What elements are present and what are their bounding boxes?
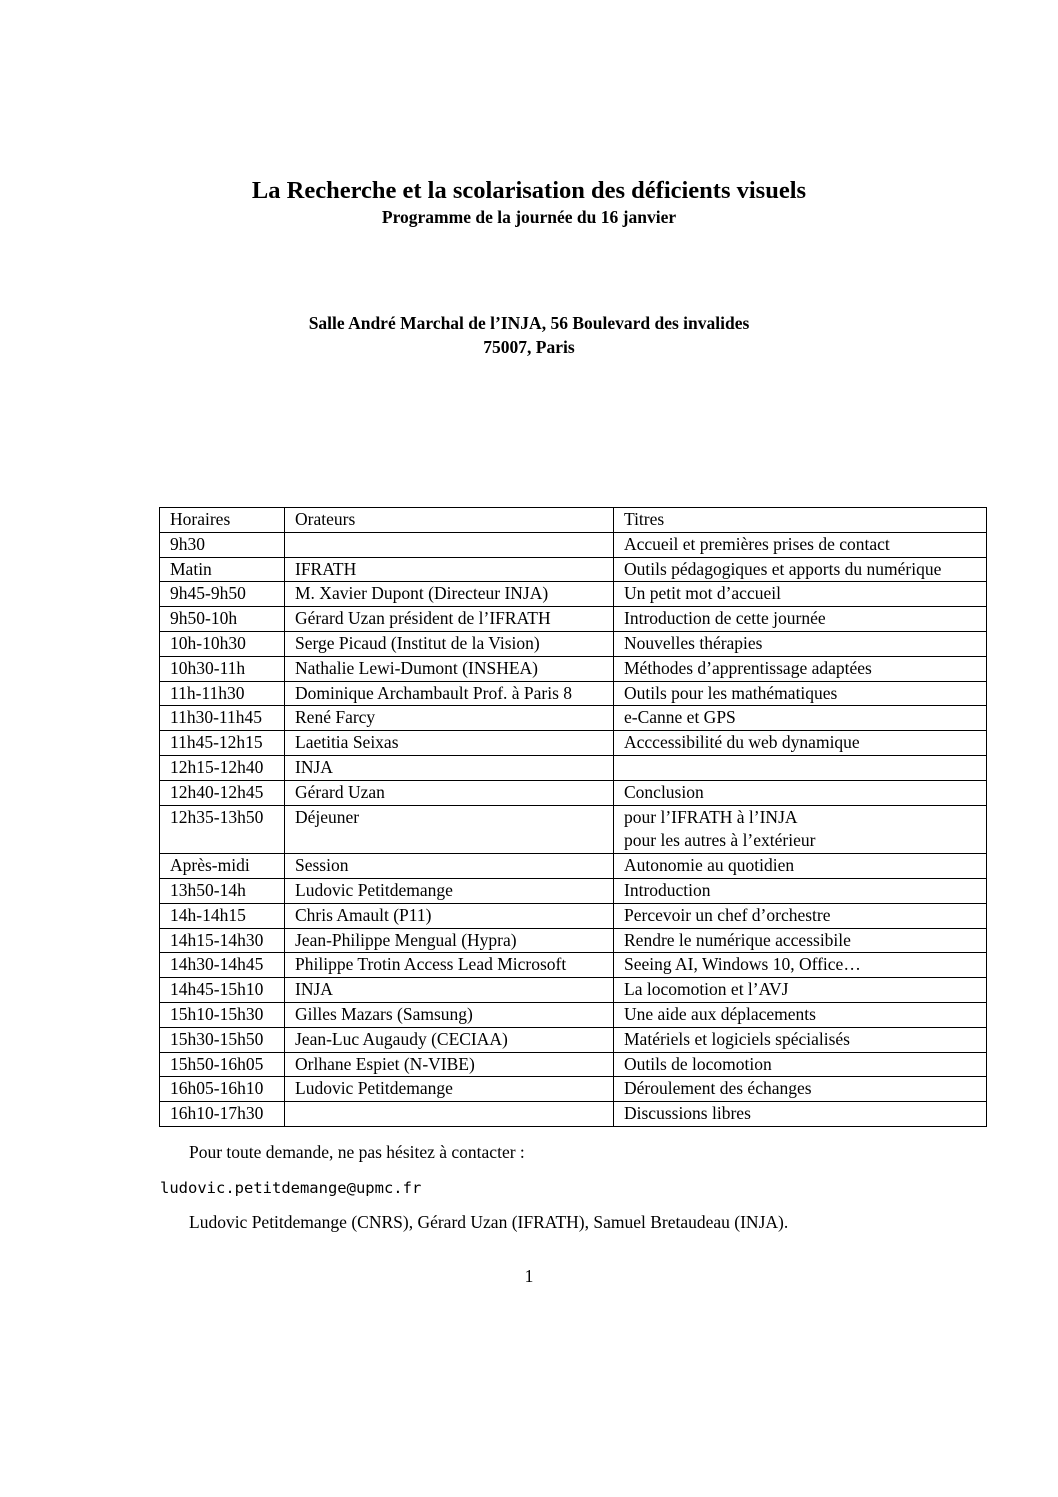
table-row [160, 1077, 987, 1102]
cell-title: La locomotion et l’AVJ [614, 978, 987, 1003]
table-row [160, 928, 987, 953]
table-row [160, 631, 987, 656]
cell-title: Accueil et premières prises de contact [614, 532, 987, 557]
cell-speaker: Serge Picaud (Institut de la Vision) [285, 631, 614, 656]
cell-title-line-1: pour l’IFRATH à l’INJA [624, 806, 798, 827]
cell-time: 13h50-14h [160, 878, 285, 903]
cell-title: Outils pédagogiques et apports du numérique [614, 557, 987, 582]
cell-time: 16h10-17h30 [160, 1102, 285, 1127]
table-row [160, 953, 987, 978]
column-header-horaires: Horaires [160, 508, 285, 533]
table-row [160, 582, 987, 607]
cell-time: 11h-11h30 [160, 681, 285, 706]
table-row [160, 1002, 987, 1027]
cell-speaker: Laetitia Seixas [285, 731, 614, 756]
cell-speaker [285, 532, 614, 557]
column-header-orateurs: Orateurs [285, 508, 614, 533]
cell-speaker: Jean-Philippe Mengual (Hypra) [285, 928, 614, 953]
cell-speaker: Gérard Uzan [285, 780, 614, 805]
table-row [160, 878, 987, 903]
cell-title: Seeing AI, Windows 10, Office… [614, 953, 987, 978]
cell-speaker: Session [285, 854, 614, 879]
cell-title: Autonomie au quotidien [614, 854, 987, 879]
cell-time: 11h30-11h45 [160, 706, 285, 731]
cell-speaker: IFRATH [285, 557, 614, 582]
cell-title: Percevoir un chef d’orchestre [614, 903, 987, 928]
table-row [160, 532, 987, 557]
cell-title: Discussions libres [614, 1102, 987, 1127]
cell-title: Conclusion [614, 780, 987, 805]
cell-title: Rendre le numérique accessibile [614, 928, 987, 953]
table-row [160, 607, 987, 632]
cell-title-line-2: pour les autres à l’extérieur [624, 830, 816, 851]
cell-speaker: Ludovic Petitdemange [285, 878, 614, 903]
table-row [160, 706, 987, 731]
cell-time: 16h05-16h10 [160, 1077, 285, 1102]
cell-title: Matériels et logiciels spécialisés [614, 1027, 987, 1052]
cell-time: 14h-14h15 [160, 903, 285, 928]
cell-time: 11h45-12h15 [160, 731, 285, 756]
cell-speaker: Gérard Uzan président de l’IFRATH [285, 607, 614, 632]
column-header-titres: Titres [614, 508, 987, 533]
cell-title: Acccessibilité du web dynamique [614, 731, 987, 756]
cell-time: 9h45-9h50 [160, 582, 285, 607]
cell-speaker: INJA [285, 755, 614, 780]
table-row [160, 681, 987, 706]
table-row-lunch [160, 805, 987, 854]
cell-title: Introduction [614, 878, 987, 903]
cell-time: 12h35-13h50 [160, 805, 285, 854]
cell-speaker: Gilles Mazars (Samsung) [285, 1002, 614, 1027]
cell-speaker: M. Xavier Dupont (Directeur INJA) [285, 582, 614, 607]
cell-speaker: Orlhane Espiet (N-VIBE) [285, 1052, 614, 1077]
cell-title: Méthodes d’apprentissage adaptées [614, 656, 987, 681]
venue-city: 75007, Paris [483, 337, 575, 357]
document-subtitle: Programme de la journée du 16 janvier [381, 207, 677, 227]
table-row [160, 978, 987, 1003]
table-row [160, 731, 987, 756]
cell-time: 15h50-16h05 [160, 1052, 285, 1077]
table-row [160, 903, 987, 928]
table-row [160, 780, 987, 805]
cell-time: Matin [160, 557, 285, 582]
contact-text: Pour toute demande, ne pas hésitez à contacter : [189, 1142, 525, 1162]
cell-title: Introduction de cette journée [614, 607, 987, 632]
table-row [160, 854, 987, 879]
table-header-row [160, 508, 987, 533]
cell-title: Outils de locomotion [614, 1052, 987, 1077]
cell-time: 12h15-12h40 [160, 755, 285, 780]
cell-speaker: Nathalie Lewi-Dumont (INSHEA) [285, 656, 614, 681]
cell-title: Un petit mot d’accueil [614, 582, 987, 607]
cell-speaker: Jean-Luc Augaudy (CECIAA) [285, 1027, 614, 1052]
cell-time: 10h-10h30 [160, 631, 285, 656]
cell-title: Déroulement des échanges [614, 1077, 987, 1102]
venue-address: Salle André Marchal de l’INJA, 56 Boulevard des invalides [308, 313, 750, 333]
cell-time: Après-midi [160, 854, 285, 879]
table-row [160, 557, 987, 582]
cell-speaker: Dominique Archambault Prof. à Paris 8 [285, 681, 614, 706]
table-row [160, 1052, 987, 1077]
page-number: 1 [524, 1266, 534, 1286]
document-title: La Recherche et la scolarisation des déficients visuels [251, 177, 807, 204]
table-row [160, 1027, 987, 1052]
cell-time: 15h10-15h30 [160, 1002, 285, 1027]
cell-time: 14h15-14h30 [160, 928, 285, 953]
cell-title: Une aide aux déplacements [614, 1002, 987, 1027]
table-row [160, 755, 987, 780]
organizers-text: Ludovic Petitdemange (CNRS), Gérard Uzan (IFRATH), Samuel Bretaudeau (INJA). [189, 1212, 789, 1232]
cell-time: 9h30 [160, 532, 285, 557]
table-row [160, 656, 987, 681]
cell-speaker: Ludovic Petitdemange [285, 1077, 614, 1102]
cell-time: 14h30-14h45 [160, 953, 285, 978]
cell-speaker [285, 1102, 614, 1127]
program-table [159, 507, 987, 1127]
cell-time: 14h45-15h10 [160, 978, 285, 1003]
cell-speaker: Philippe Trotin Access Lead Microsoft [285, 953, 614, 978]
cell-speaker: René Farcy [285, 706, 614, 731]
table-row [160, 1102, 987, 1127]
cell-time: 10h30-11h [160, 656, 285, 681]
cell-title: Outils pour les mathématiques [614, 681, 987, 706]
cell-speaker: INJA [285, 978, 614, 1003]
cell-time: 9h50-10h [160, 607, 285, 632]
cell-time: 12h40-12h45 [160, 780, 285, 805]
cell-time: 15h30-15h50 [160, 1027, 285, 1052]
cell-title: e-Canne et GPS [614, 706, 987, 731]
contact-email: ludovic.petitdemange@upmc.fr [160, 1179, 422, 1197]
cell-speaker: Chris Amault (P11) [285, 903, 614, 928]
cell-title [614, 755, 987, 780]
cell-title: Nouvelles thérapies [614, 631, 987, 656]
cell-speaker: Déjeuner [285, 805, 614, 854]
cell-title-multiline [614, 805, 987, 854]
